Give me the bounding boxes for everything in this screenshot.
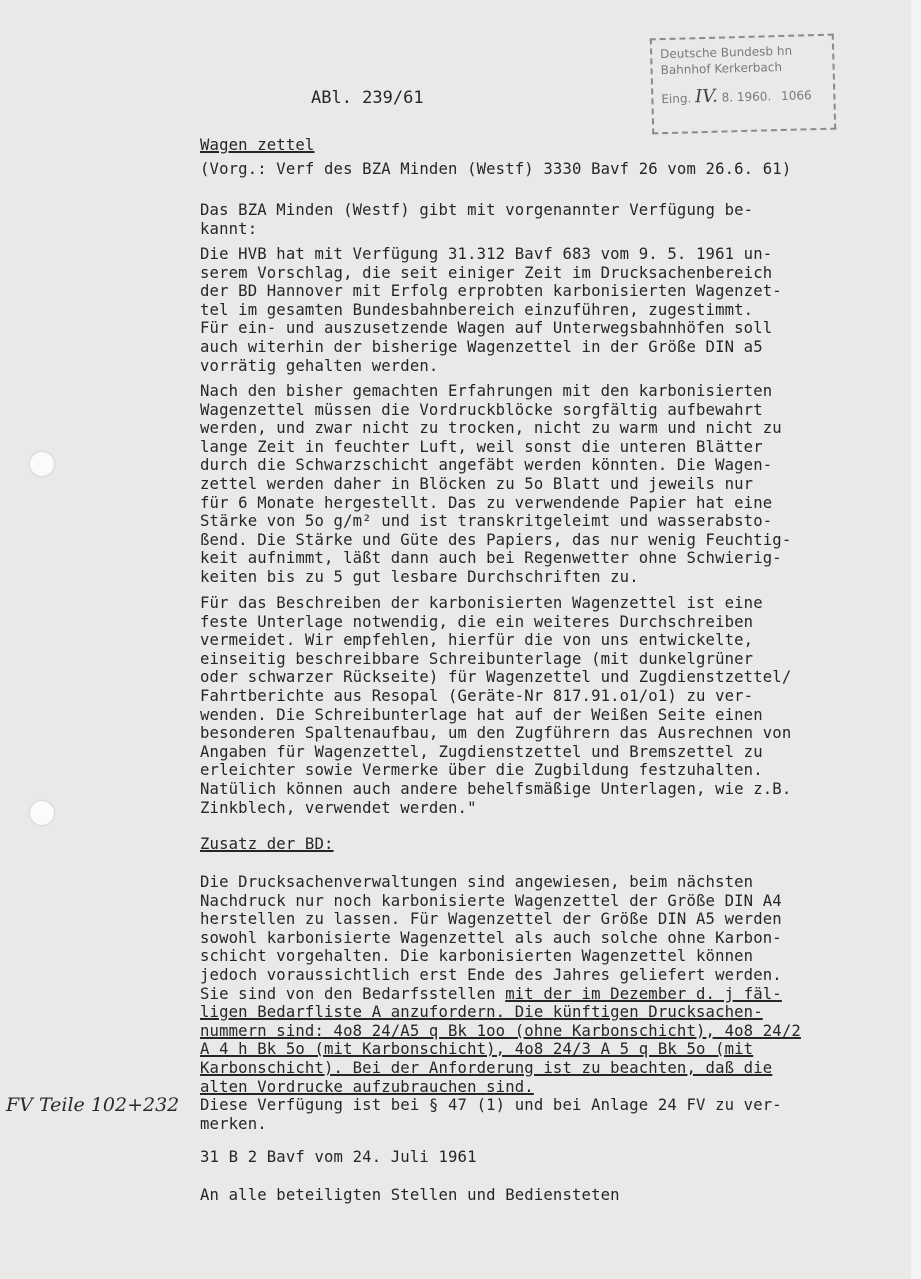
punch-hole-bottom xyxy=(30,801,54,825)
receipt-stamp xyxy=(650,34,836,135)
stamp-line-1: Deutsche Bundesb hn xyxy=(660,43,793,62)
distribution-line: An alle beteiligten Stellen und Bediensteten xyxy=(200,1186,620,1204)
stamp-date-row xyxy=(661,86,825,107)
paragraph-2: Nach den bisher gemachten Erfahrungen mit den karbonisierten Wagenzettel müssen die Vordruckblöcke sorgfältig aufbewahrt werden, und zwar nicht zu trocken, nicht zu warm und nicht zu lange Zeit in feuchter Luft, weil sonst die unteren Blätter durch die Schwarzschicht angefäbt werden könnten. Die Wagen- zettel werden daher in Blöcken zu 5o Blatt und jeweils nur für 6 Monate hergestellt. Das zu verwendende Papier hat eine Stärke von 5o g/m² und ist transkritgeleimt und wasserabsto- ßend. Die Stärke und Güte des Papiers, das nur wenig Feuchtig- keit aufnimmt, läßt dann auch bei Regenwetter ohne Schwierig- keiten bis zu 5 gut lesbare Durchschriften zu. xyxy=(200,382,792,586)
stamp-number: 1066 xyxy=(780,88,812,104)
stamp-date: 8. 1960. xyxy=(721,89,772,105)
reference-number: ABl. 239/61 xyxy=(311,88,424,108)
stamp-initials: IV. xyxy=(694,85,719,108)
addendum-text: Die Drucksachenverwaltungen sind angewiesen, beim nächsten Nachdruck nur noch karbonisierte Wagenzettel der Größe DIN A4 herstellen zu lassen. Für Wagenzettel der Größe DIN A5 werden sowohl karbonisierte Wagenzettel als auch solche ohne Karbon- schicht vorgehalten. Die karbonisierten Wagenzettel können jedoch voraussichtlich erst Ende des Jahres geliefert werden. Sie sind von den Bedarfsstellen xyxy=(200,873,782,1003)
paragraph-3: Für das Beschreiben der karbonisierten Wagenzettel ist eine feste Unterlage notwendig, die ein weiteres Durchschreiben vermeidet. Wir empfehlen, hierfür die von uns entwickelte, einseitig beschreibbare Schreibunterlage (mit dunkelgrüner oder schwarzer Rückseite) für Wagenzettel und Zugdienstzettel/ Fahrtberichte aus Resopal (Geräte-Nr 817.91.o1/o1) zu ver- wenden. Die Schreibunterlage hat auf der Weißen Seite einen besonderen Spaltenaufbau, um den Zugführern das Ausrechnen von Angaben für Wagenzettel, Zugdienstzettel und Bremszettel zu erleichter sowie Vermerke über die Zugbildung festzuhalten. Natülich können auch andere behelfsmäßige Unterlagen, wie z.B. Zinkblech, verwendet werden." xyxy=(200,594,792,817)
stamp-line-2: Bahnhof Kerkerbach xyxy=(660,59,783,78)
file-reference: 31 B 2 Bavf vom 24. Juli 1961 xyxy=(200,1148,477,1166)
page-edge xyxy=(911,0,921,1279)
paragraph-1: Die HVB hat mit Verfügung 31.312 Bavf 683 vom 9. 5. 1961 un- serem Vorschlag, die seit einiger Zeit im Drucksachenbereich der BD Hannover mit Erfolg erprobten karbonisierten Wagenzet- tel im gesamten Bundesbahnbereich einzuführen, zugestimmt. Für ein- und auszusetzende Wagen auf Unterwegsbahnhöfen soll auch witerhin der bisherige Wagenzettel in der Größe DIN a5 vorrätig gehalten werden. xyxy=(200,245,782,375)
addendum-underlined-text: mit der im Dezember d. j fäl- ligen Bedarfliste A anzufordern. Die künftigen Drucksachen- nummern sind: 4o8 24/A5 q Bk 1oo (ohne Karbonschicht), 4o8 24/2 A 4 h Bk 5o (mit Karbonschicht), 4o8 24/3 A 5 q Bk 5o (mit Karbonschicht). Bei der Anforderung ist zu beachten, daß die alten Vordrucke aufzubrauchen sind. xyxy=(200,984,801,1096)
addendum-closing-text: Diese Verfügung ist bei § 47 (1) und bei Anlage 24 FV zu ver- merken. xyxy=(200,1096,782,1133)
punch-hole-top xyxy=(30,452,54,476)
stamp-label: Eing. xyxy=(661,91,692,107)
addendum-paragraph xyxy=(200,873,890,1133)
reference-line: (Vorg.: Verf des BZA Minden (Westf) 3330 Bavf 26 vom 26.6. 61) xyxy=(200,160,792,178)
document-title: Wagen zettel xyxy=(200,136,315,154)
addendum-title: Zusatz der BD: xyxy=(200,835,334,853)
intro-paragraph: Das BZA Minden (Westf) gibt mit vorgenannter Verfügung be- kannt: xyxy=(200,201,754,238)
handwritten-note: FV Teile 102+232 xyxy=(6,1094,180,1116)
